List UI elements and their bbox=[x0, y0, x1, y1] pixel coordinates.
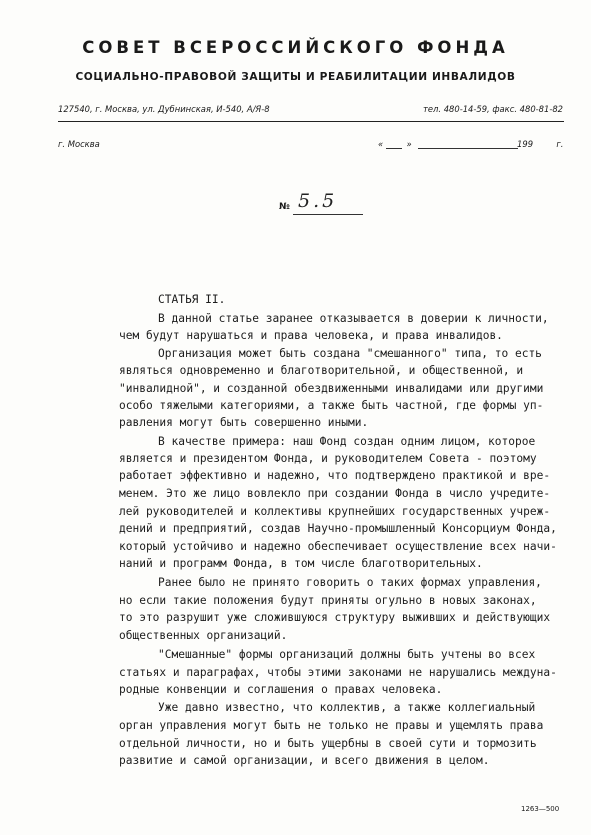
body-line: развитие и самой организации, и всего движения в целом. bbox=[119, 754, 490, 767]
letterhead-rule bbox=[58, 121, 564, 122]
body-line: В данной статье заранее отказывается в доверии к личности, bbox=[158, 312, 549, 325]
number-label: № bbox=[279, 202, 290, 212]
letterhead-phones: тел. 480-14-59, факс. 480-81-82 bbox=[423, 104, 563, 114]
body-line: менем. Это же лицо вовлекло при создании Фонда в число учредите- bbox=[119, 487, 551, 500]
body-line: являться одновременно и благотворительной, и общественной, и bbox=[119, 364, 524, 377]
body-line: лей руководителей и коллективы крупнейших государственных учреж- bbox=[119, 505, 551, 518]
letterhead-subtitle: СОЦИАЛЬНО-ПРАВОВОЙ ЗАЩИТЫ И РЕАБИЛИТАЦИИ ИНВАЛИДОВ bbox=[75, 71, 516, 83]
body-line: орган управления могут быть не только не правы и ущемлять права bbox=[119, 719, 544, 732]
body-line: дений и предприятий, создав Научно-промышленный Консорциум Фонда, bbox=[119, 522, 557, 535]
body-line: равления могут быть совершенно иными. bbox=[119, 416, 369, 429]
footer-code: 1263—500 bbox=[521, 805, 560, 813]
body-line: Организация может быть создана "смешанного" типа, то есть bbox=[158, 347, 542, 360]
body-line: наний и программ Фонда, в том числе благотворительных. bbox=[119, 557, 483, 570]
letterhead-address: 127540, г. Москва, ул. Дубнинская, И-540, А/Я-8 bbox=[58, 104, 270, 114]
date-close-quote: » bbox=[406, 139, 412, 149]
date-year-suffix: г. bbox=[556, 139, 564, 149]
body-line: Ранее было не принято говорить о таких формах управления, bbox=[158, 576, 542, 589]
body-line: статьях и параграфах, чтобы этими законами не нарушались междуна- bbox=[119, 666, 557, 679]
body-line: "Смешанные" формы организаций должны быть учтены во всех bbox=[158, 648, 536, 661]
body-line: который устойчиво и надежно обеспечивает осуществление всех начи- bbox=[119, 540, 557, 553]
letterhead-title: СОВЕТ ВСЕРОССИЙСКОГО ФОНДА bbox=[82, 38, 509, 57]
date-day-line bbox=[386, 148, 402, 149]
body-line: родные конвенции и соглашения о правах человека. bbox=[119, 683, 443, 696]
number-line bbox=[293, 214, 363, 215]
body-line: "инвалидной", и созданной обездвиженными инвалидами или другими bbox=[119, 382, 544, 395]
body-line: СТАТЬЯ II. bbox=[158, 293, 226, 306]
body-line: работает эффективно и надежно, что подтверждено практикой и вре- bbox=[119, 469, 551, 482]
body-line: особо тяжелыми категориями, а также быть частной, где формы уп- bbox=[119, 399, 544, 412]
handwritten-number: 5.5 bbox=[298, 190, 338, 212]
date-year: 199 bbox=[517, 139, 534, 149]
city-label: г. Москва bbox=[58, 139, 100, 149]
body-line: В качестве примера: наш Фонд создан одним лицом, которое bbox=[158, 435, 536, 448]
body-line: отдельной личности, но и быть ущербны в своей сути и тормозить bbox=[119, 737, 537, 750]
date-month-line bbox=[418, 148, 518, 149]
body-line: является и президентом Фонда, и руководителем Совета - поэтому bbox=[119, 452, 537, 465]
body-line: Уже давно известно, что коллектив, а также коллегиальный bbox=[158, 701, 536, 714]
date-open-quote: « bbox=[378, 139, 384, 149]
body-line: но если такие положения будут приняты огульно в новых законах, bbox=[119, 594, 537, 607]
body-line: то это разрушит уже сложившуюся структуру выживших и действующих bbox=[119, 611, 551, 624]
body-line: чем будут нарушаться и права человека, и права инвалидов. bbox=[119, 329, 503, 342]
body-line: общественных организаций. bbox=[119, 629, 288, 642]
